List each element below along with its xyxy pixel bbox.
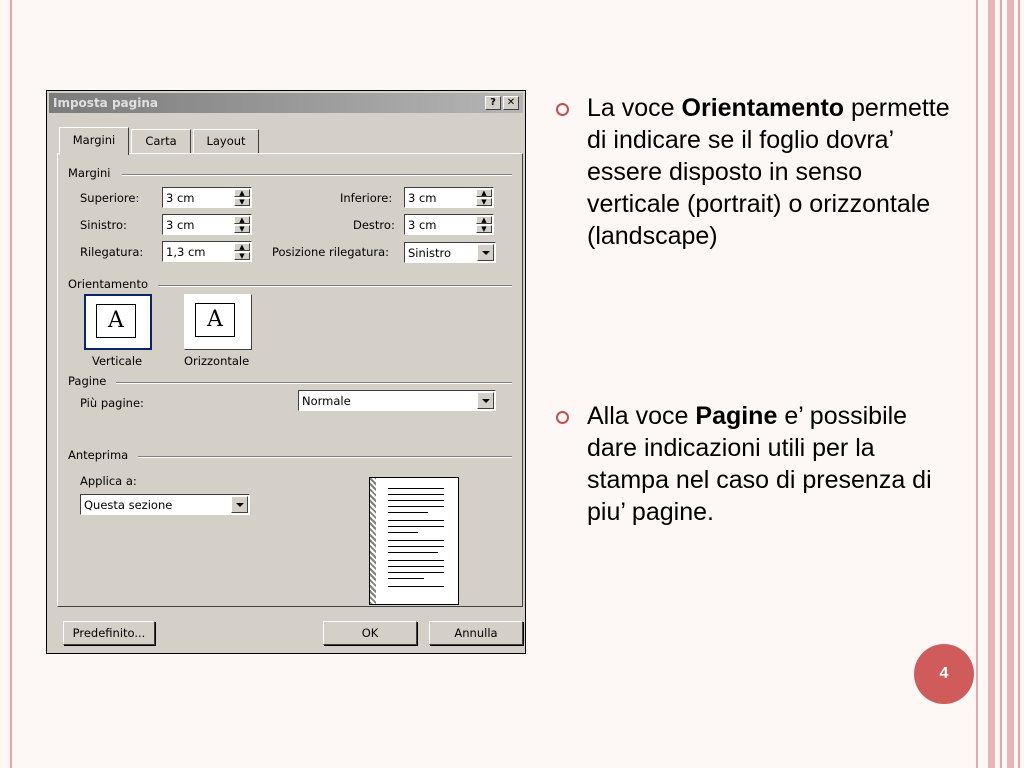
bullet-prefix: Alla voce <box>587 402 696 430</box>
rilegatura-value: 1,3 cm <box>166 245 206 259</box>
bullet-keyword: Orientamento <box>681 94 845 122</box>
multi-page-dropdown[interactable] <box>298 390 496 411</box>
bullet-circle-icon <box>556 103 569 116</box>
sinistro-label: Sinistro: <box>80 218 127 232</box>
orizzontale-label[interactable]: Orizzontale <box>184 354 250 368</box>
group-divider <box>138 456 512 458</box>
sinistro-spinner[interactable] <box>162 214 252 235</box>
inferiore-label: Inferiore: <box>340 191 393 205</box>
bullet-text <box>587 92 960 252</box>
slide-right-stripe <box>988 0 995 768</box>
preview-group-label: Anteprima <box>68 448 129 462</box>
slide-right-stripe <box>1000 0 1002 768</box>
page-setup-dialog <box>46 90 526 654</box>
sinistro-value: 3 cm <box>166 218 195 232</box>
margins-group-label: Margini <box>68 166 111 180</box>
chevron-down-icon[interactable] <box>477 392 494 409</box>
spin-down-icon[interactable]: ▼ <box>234 198 250 206</box>
letter-a-icon: A <box>207 307 223 332</box>
rilegatura-label: Rilegatura: <box>80 245 144 259</box>
apply-value: Questa sezione <box>84 498 173 512</box>
landscape-page-icon <box>195 303 235 337</box>
slide-right-stripe <box>1007 0 1014 768</box>
group-divider <box>158 285 512 287</box>
spin-down-icon[interactable]: ▼ <box>234 252 250 260</box>
tab-carta[interactable]: Carta <box>131 129 191 153</box>
apply-label: Applica a: <box>80 474 137 488</box>
superiore-label: Superiore: <box>80 191 140 205</box>
inferiore-value: 3 cm <box>408 191 437 205</box>
superiore-spinner[interactable] <box>162 187 252 208</box>
dialog-titlebar[interactable] <box>49 93 523 113</box>
dialog-title: Imposta pagina <box>53 96 158 110</box>
group-divider <box>122 174 512 176</box>
page-preview-icon <box>369 477 459 605</box>
posizione-dropdown[interactable] <box>404 242 496 263</box>
posizione-label: Posizione rilegatura: <box>272 245 390 259</box>
superiore-value: 3 cm <box>166 191 195 205</box>
spin-down-icon[interactable]: ▼ <box>234 225 250 233</box>
bullet-orientamento <box>560 92 960 252</box>
portrait-page-icon <box>96 304 136 338</box>
bullet-text <box>587 400 960 528</box>
close-button[interactable]: ✕ <box>503 96 519 110</box>
chevron-down-icon[interactable] <box>477 244 494 261</box>
spin-down-icon[interactable]: ▼ <box>476 225 492 233</box>
destro-value: 3 cm <box>408 218 437 232</box>
default-button[interactable]: Predefinito... <box>63 621 155 645</box>
spin-up-icon[interactable]: ▲ <box>234 243 250 251</box>
inferiore-spinner[interactable] <box>404 187 494 208</box>
tab-layout[interactable]: Layout <box>193 129 259 153</box>
bullet-rest: e’ possibile dare indicazioni utili per la stampa nel caso di presenza di piu’ pagine. <box>587 402 932 526</box>
slide-left-stripe <box>10 0 12 768</box>
cancel-button[interactable]: Annulla <box>429 621 523 645</box>
apply-dropdown[interactable] <box>80 494 250 515</box>
bullet-rest: permette di indicare se il foglio dovra’ essere disposto in senso verticale (portrait) o orizzontale (landscape) <box>587 94 950 250</box>
spin-up-icon[interactable]: ▲ <box>476 189 492 197</box>
multi-page-value: Normale <box>302 394 351 408</box>
orientation-group-label: Orientamento <box>68 277 149 291</box>
tab-margini[interactable]: Margini <box>59 127 129 155</box>
bullet-circle-icon <box>556 411 569 424</box>
ok-button[interactable]: OK <box>323 621 417 645</box>
chevron-down-icon[interactable] <box>231 496 248 513</box>
bullet-pagine <box>560 400 960 528</box>
slide-right-stripe <box>1018 0 1020 768</box>
help-button[interactable]: ? <box>485 96 501 110</box>
group-divider <box>116 382 512 384</box>
spin-up-icon[interactable]: ▲ <box>476 216 492 224</box>
slide-right-stripe <box>976 0 978 768</box>
spin-up-icon[interactable]: ▲ <box>234 216 250 224</box>
posizione-value: Sinistro <box>408 246 451 260</box>
verticale-label[interactable]: Verticale <box>92 354 143 368</box>
multi-page-label: Più pagine: <box>80 396 144 410</box>
bullet-keyword: Pagine <box>695 402 778 430</box>
bullet-prefix: La voce <box>587 94 682 122</box>
spin-up-icon[interactable]: ▲ <box>234 189 250 197</box>
destro-label: Destro: <box>353 218 395 232</box>
slide-number-badge: 4 <box>914 644 974 704</box>
orientation-landscape-option[interactable] <box>184 294 252 350</box>
binding-edge <box>370 478 376 604</box>
rilegatura-spinner[interactable] <box>162 241 252 262</box>
pages-group-label: Pagine <box>68 374 107 388</box>
spin-down-icon[interactable]: ▼ <box>476 198 492 206</box>
letter-a-icon: A <box>108 308 124 333</box>
destro-spinner[interactable] <box>404 214 494 235</box>
orientation-portrait-option[interactable] <box>84 294 152 350</box>
